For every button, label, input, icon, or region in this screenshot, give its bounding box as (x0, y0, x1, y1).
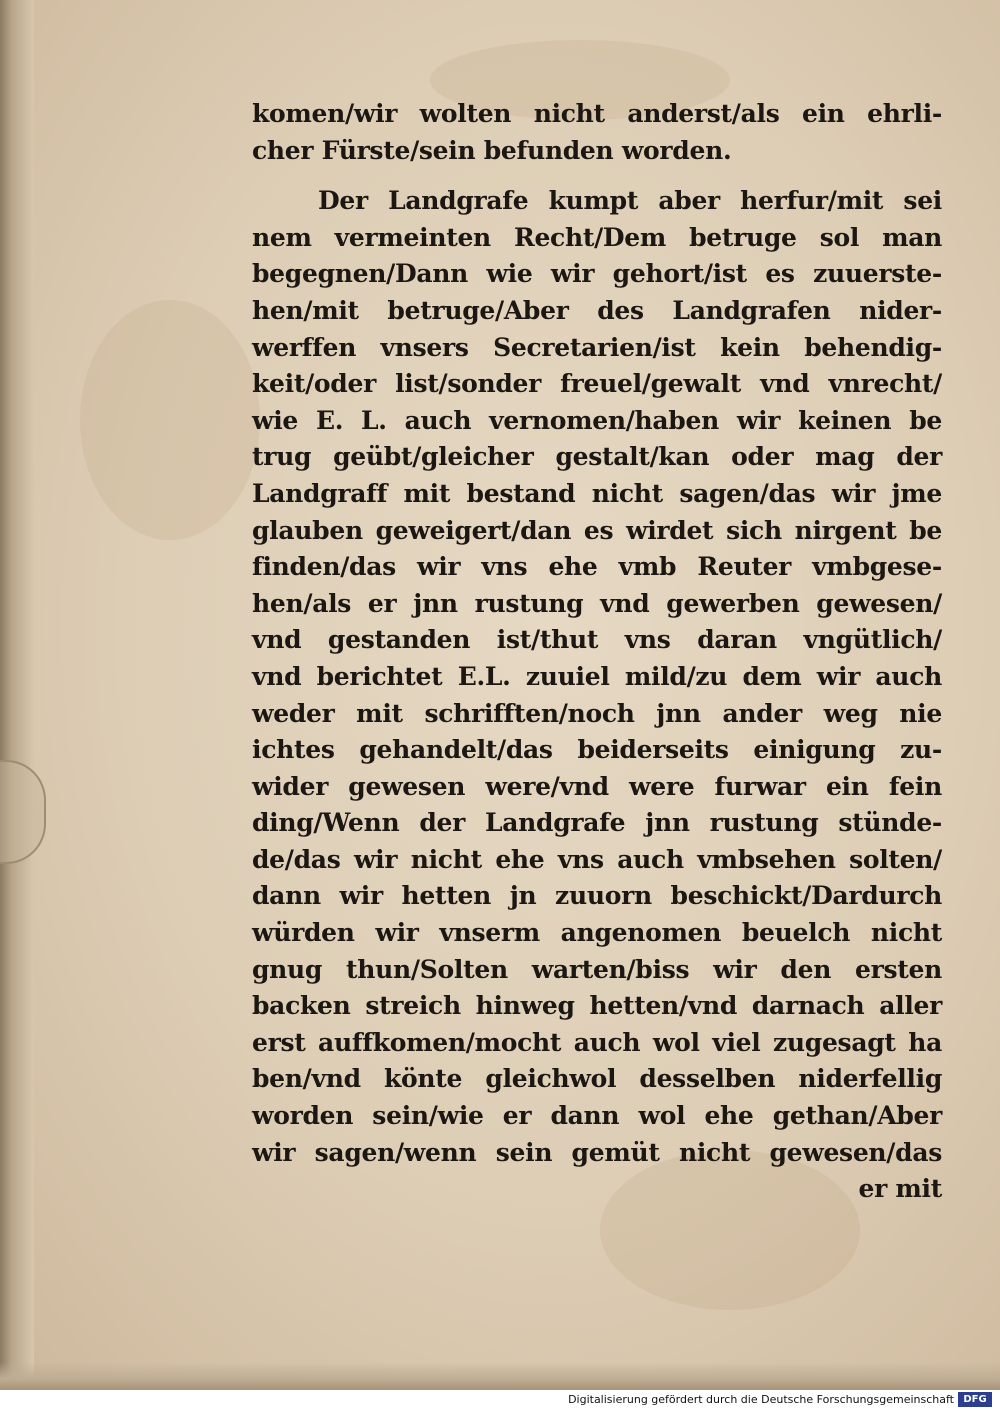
text-line: dann wir hetten jn zuuorn beschickt/Dardurch (252, 881, 942, 911)
text-line: würden wir vnserm angenomen beuelch nicht (252, 918, 942, 948)
text-line: glauben geweigert/dan es wirdet sich nirgent be (252, 515, 942, 545)
text-line: ben/vnd könte gleichwol desselben niderfellig (252, 1064, 942, 1094)
text-line: keit/oder list/sonder freuel/gewalt vnd vnrecht/ (252, 369, 942, 399)
digitization-footer (0, 1390, 1000, 1410)
text-line: Der Landgrafe kumpt aber herfur/mit sei (318, 186, 942, 216)
text-line: cher Fürste/sein befunden worden. (252, 135, 732, 165)
text-line: worden sein/wie er dann wol ehe gethan/Aber (252, 1101, 942, 1131)
text-line: weder mit schrifften/noch jnn ander weg nie (252, 698, 942, 728)
page-bottom-edge (0, 1362, 1000, 1390)
text-line: komen/wir wolten nicht anderst/als ein ehrli- (252, 99, 942, 128)
text-line: trug geübt/gleicher gestalt/kan oder mag der (252, 442, 942, 472)
page-clip-mark (0, 760, 46, 864)
text-line: erst auffkomen/mocht auch wol viel zugesagt ha (252, 1027, 942, 1057)
dfg-logo: DFG (958, 1392, 992, 1407)
text-line: begegnen/Dann wie wir gehort/ist es zuuerste- (252, 259, 942, 289)
text-line: werffen vnsers Secretarien/ist kein behendig- (252, 332, 942, 362)
text-line: wir sagen/wenn sein gemüt nicht gewesen/das (252, 1137, 942, 1167)
text-line: gnug thun/Solten warten/biss wir den ersten (252, 954, 942, 984)
page-gutter-shadow (0, 0, 34, 1390)
funding-credit: Digitalisierung gefördert durch die Deutsche Forschungsgemeinschaft (568, 1393, 954, 1406)
text-line: wie E. L. auch vernomen/haben wir keinen be (252, 405, 942, 435)
text-line: finden/das wir vns ehe vmb Reuter vmbgese- (252, 552, 942, 582)
catchword: er mit (858, 1174, 942, 1204)
text-line: de/das wir nicht ehe vns auch vmbsehen solten/ (252, 844, 942, 874)
text-line: nem vermeinten Recht/Dem betruge sol man (252, 222, 942, 252)
text-line: ichtes gehandelt/das beiderseits einigung zu- (252, 735, 942, 765)
text-line: vnd gestanden ist/thut vns daran vngütlich/ (252, 625, 942, 655)
text-line: hen/als er jnn rustung vnd gewerben gewesen/ (252, 588, 942, 618)
text-line: wider gewesen were/vnd were furwar ein fein (252, 771, 942, 801)
text-line: vnd berichtet E.L. zuuiel mild/zu dem wir auch (252, 661, 942, 691)
paper-stain (80, 300, 260, 540)
page-text (252, 96, 942, 1208)
text-line: ding/Wenn der Landgrafe jnn rustung stünde- (252, 808, 942, 838)
text-line: hen/mit betruge/Aber des Landgrafen nider- (252, 295, 942, 325)
text-line: Landgraff mit bestand nicht sagen/das wir jme (252, 478, 942, 508)
text-line: backen streich hinweg hetten/vnd darnach aller (252, 991, 942, 1021)
